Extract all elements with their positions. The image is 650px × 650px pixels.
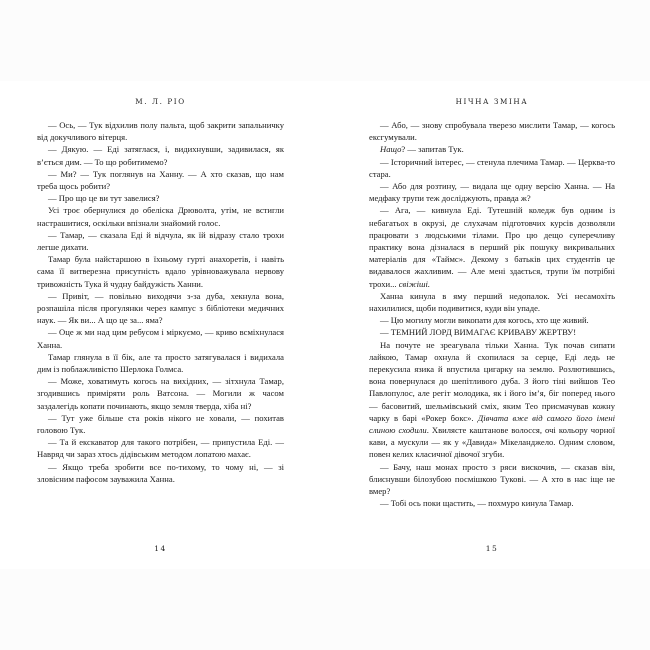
- paragraph: — Привіт, — повільно виходячи з-за дуба, хекнула вона, розпашіла після прогулянки через кампус з бібліотеки медичних наук. — Як ви... А що це за... яма?: [37, 290, 284, 326]
- paragraph: Нащо? — запитав Тук.: [380, 144, 464, 155]
- left-page-body: [37, 119, 284, 485]
- paragraph: — Або, — знову спробувала тверезо мислити Тамар, — когось ексгумували.: [369, 120, 615, 143]
- paragraph: Тамар глянула в її бік, але та просто затягувалася і видихала дим із поблажливістю Шерлока Голмса.: [37, 351, 284, 375]
- italic-text: Нащо: [380, 144, 402, 155]
- right-page: [369, 81, 615, 569]
- running-head-author: М. Л. РІО: [135, 97, 186, 106]
- paragraph: Усі троє обернулися до обеліска Дрюволта, утім, не встигли настрашитися, оскільки впізнали знайомий голос.: [37, 205, 284, 228]
- paragraph: — Тамар, — сказала Еді й відчула, як їй відразу стало трохи легше дихати.: [37, 229, 284, 253]
- paragraph: — Ми? — Тук поглянув на Ханну. — А хто сказав, що нам треба щось робити?: [37, 168, 284, 192]
- running-head-title: НІЧНА ЗМІНА: [455, 97, 529, 106]
- paragraph: — Якщо треба зробити все по-тихому, то чому ні, — зі зловісним пафосом зауважила Ханна.: [37, 461, 284, 484]
- left-page: [37, 81, 284, 569]
- book-spread: [0, 81, 650, 569]
- paragraph: Тамар була найстаршою в їхньому гурті анахоретів, і навіть сама її витверезна присутність вдало урівноважувала нервову тривожність Тука й чудну байдужість Ханни.: [37, 254, 284, 289]
- paragraph: — Про що це ви тут завелися?: [48, 193, 160, 204]
- paragraph: — Ага, — кивнула Еді. Тутешній коледж був одним із небагатьох в окрузі, де слухачам підготовчих курсів дозволяли працювати з людськими тілами. Про цю дещо суперечливу практику вона дізналася в перший рік пошуку викривальних матеріалів для «Таймс». Декому з батьків цих студентів це видавалося жахливим. — Але мені здається, трупи їм потрібні трохи... свіжіші.: [369, 205, 615, 289]
- page-number-right: 15: [485, 544, 499, 553]
- paragraph: — Цю могилу могли викопати для когось, хто ще живий.: [380, 315, 589, 326]
- page-number-left: 14: [154, 544, 167, 553]
- italic-text: свіжіші.: [398, 278, 431, 289]
- paragraph: — Може, ховатимуть когось на вихідних, — зітхнула Тамар, згодившись приміряти роль Ватсона. — Могили ж часом заздалегідь копати починають, якщо земля тверда, хіба ні?: [37, 376, 284, 411]
- paragraph: — Тобі ось поки щастить, — похмуро кинула Тамар.: [380, 498, 574, 509]
- right-page-body: [369, 119, 615, 510]
- italic-text: Дівчата вже від самого його імені слиною сходили: [369, 412, 616, 436]
- paragraph: На почуте не зреагувала тільки Ханна. Тук почав сипати лайкою, Тамар охнула й схопилася за серце, Еді ледь не перекусила язика й впустила цигарку на землю. Розлютившись, вона повернулася до шепітливого дуба. З його тіні вийшов Тео Павлопулос, але регіт молодика, як і його ім’я, біг поперед нього — басовитий, шельмівський сміх, яким Тео присмачував кожну чарку в барі «Рокер бокс». Дівчата вже від самого його імені слиною сходили. Хвилясте каштанове волосся, очі кольору чорної кави, а мускули — як у «Давида» Мікеланджело. Одним словом, повен келих класичної дівочої згуби.: [369, 339, 616, 460]
- paragraph: — Та й екскаватор для такого потрібен, — припустила Еді. — Навряд чи зараз хтось дідівським методом лопатою махає.: [37, 437, 284, 460]
- paragraph: — Історичний інтерес, — стенула плечима Тамар. — Церква-то стара.: [369, 156, 615, 179]
- paragraph: — Дякую. — Еді затяглася, і, видихнувши, задивилася, як в’ється дим. — То що робитимемо?: [37, 144, 284, 167]
- paragraph: Ханна кинула в яму перший недопалок. Усі несамохіть нахилилися, щоби подивитися, куди він упаде.: [369, 290, 615, 314]
- paragraph: — ТЕМНИЙ ЛОРД ВИМАГАЄ КРИВАВУ ЖЕРТВУ!: [380, 327, 577, 338]
- paragraph: — Бачу, наш монах просто з ряси вискочив, — сказав він, блиснувши білозубою посмішкою Тукові. — А хто в нас іще не вмер?: [369, 461, 615, 497]
- paragraph: — Або для розтину, — видала ще одну версію Ханна. — На медфаку трупи теж досліджують, правда ж?: [369, 181, 615, 204]
- paragraph: — Оце ж ми над цим ребусом і міркуємо, — криво всміхнулася Ханна.: [37, 327, 284, 350]
- paragraph: — Ось, — Тук відхилив полу пальта, щоб закрити запальничку від докучливого вітерця.: [37, 120, 284, 143]
- paragraph: — Тут уже більше ста років нікого не ховали, — похитав головою Тук.: [37, 412, 284, 436]
